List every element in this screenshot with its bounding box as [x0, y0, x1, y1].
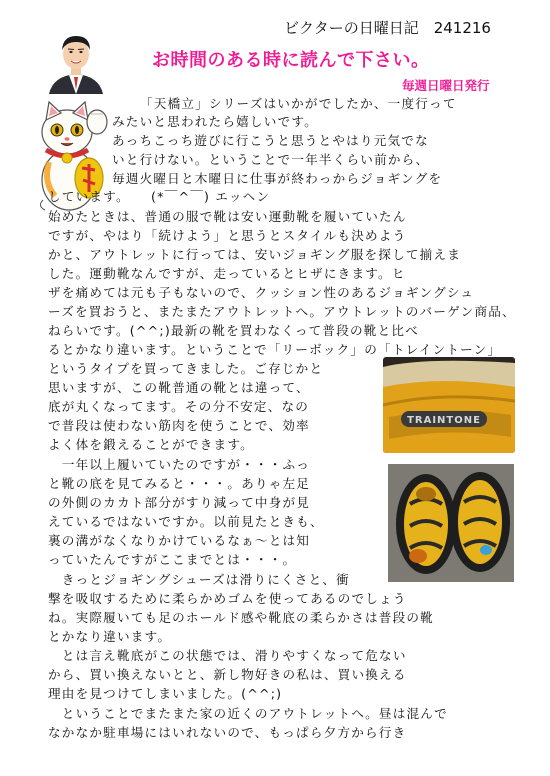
- author-portrait-illustration: [43, 30, 109, 94]
- body-line: 毎週火曜日と木曜日に仕事が終わっからジョギングを: [112, 171, 443, 186]
- body-line: 理由を見つけてしまいました。(^^;): [48, 686, 283, 701]
- body-line: っていたんですがここまでとは・・・。: [48, 552, 297, 567]
- body-line: と靴の底を見てみると・・・。ありゃ左足: [48, 476, 311, 491]
- shoe-insole-photo: [383, 357, 515, 453]
- body-line: かと、アウトレットに行っては、安いジョギング服を探して揃えま: [48, 247, 462, 262]
- body-line: 撃を吸収するために柔らかめゴムを使ってあるのでしょう: [48, 591, 407, 606]
- body-line: 一年以上履いていたのですが・・・ふっ: [48, 457, 311, 472]
- body-line: から、買い換えないとと、新し物好きの私は、買い換える: [48, 667, 407, 682]
- tagline: お時間のある時に読んで下さい。: [152, 50, 430, 71]
- body-line: とは言え靴底がこの状態では、滑りやすくなって危ない: [48, 648, 407, 663]
- body-line: とかなり違います。: [48, 629, 172, 644]
- weekly-issue-label: 毎週日曜日発行: [402, 78, 490, 93]
- body-line: した。運動靴なんですが、走っているとヒザにきます。ヒ: [48, 266, 406, 281]
- body-line: ーズを買おうと、またまたアウトレットへ。アウトレットのバーゲン商品、: [48, 304, 516, 319]
- worn-shoe-soles-photo: [388, 464, 514, 582]
- body-line: みたいと思われたら嬉しいです。: [112, 114, 318, 129]
- body-line: ねらいです。(^^;)最新の靴を買わなくって普段の靴と比べ: [48, 323, 419, 338]
- body-line: しています。 (*￣^￣) エッヘン: [48, 189, 271, 204]
- body-line: いと行けない。ということで一年半くらい前から、: [112, 152, 430, 167]
- body-line: えているではないですか。以前見たときも、: [48, 514, 324, 529]
- body-line: 思いますが、この靴普通の靴とは違って、: [48, 380, 310, 395]
- body-line: ですが、やはり「続けよう」と思うとスタイルも決めよう: [48, 228, 407, 243]
- body-line: よく体を鍛えることができます。: [48, 437, 254, 452]
- body-line: ザを痛めては元も子もないので、クッション性のあるジョギングシュ: [48, 285, 475, 300]
- body-line: ということでまたまた家の近くのアウトレットへ。昼は混んで: [48, 706, 448, 721]
- body-line: るとかなり違います。ということで「リーボック」の「トレイントーン」: [48, 342, 502, 357]
- body-line: なかなか駐車場にはいれないので、もっぱら夕方から行き: [48, 725, 407, 740]
- body-line: で普段は使わない筋肉を使うことで、効率: [48, 418, 310, 433]
- body-line: というタイプを買ってきました。ご存じかと: [48, 361, 324, 376]
- body-line: きっとジョギングシューズは滑りにくさと、衝: [48, 572, 350, 587]
- body-line: 始めたときは、普通の服で靴は安い運動靴を履いていたん: [48, 209, 407, 224]
- diary-title: ビクターの日曜日記 241216: [284, 19, 491, 37]
- body-line: あっちこっち遊びに行こうと思うとやはり元気でな: [112, 133, 429, 148]
- body-line: 裏の溝がなくなりかけているなぁ～とは知: [48, 533, 311, 548]
- body-line: 「天橋立」シリーズはいかがでしたか、一度行って: [140, 96, 457, 111]
- body-line: の外側のカカト部分がすり減って中身が見: [48, 495, 311, 510]
- brand-logo-text: TRAINTONE: [407, 415, 481, 426]
- body-line: ね。実際履いても足のホールド感や靴底の柔らかさは普段の靴: [48, 610, 434, 625]
- body-line: 底が丸くなってます。その分不安定、なの: [48, 399, 310, 414]
